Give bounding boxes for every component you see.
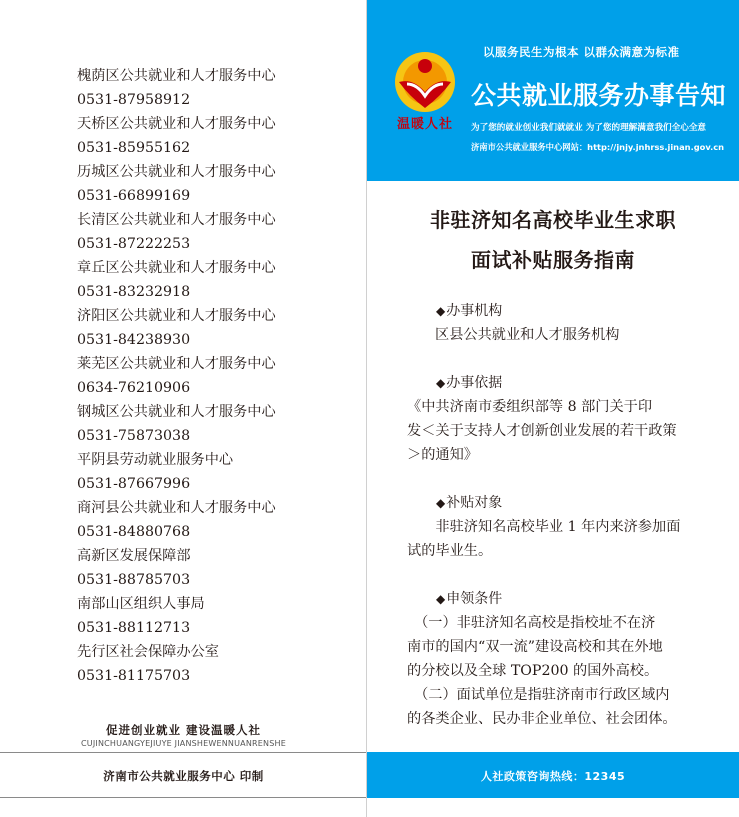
slogan: 促进创业就业 建设温暖人社 [105, 723, 261, 737]
contact-phone: 0531-87958912 [77, 92, 191, 108]
header-banner [367, 0, 739, 181]
section-heading [436, 300, 502, 320]
contact-phone: 0531-84238930 [77, 332, 191, 348]
contact-name: 钢城区公共就业和人才服务中心 [77, 404, 276, 420]
diamond-bullet-icon: ◆ [436, 592, 446, 606]
contact-item [77, 544, 357, 592]
contact-name: 章丘区公共就业和人才服务中心 [77, 260, 276, 276]
right-panel [367, 0, 739, 817]
contact-name: 南部山区组织人事局 [77, 596, 205, 612]
contact-item [77, 64, 357, 112]
header-title: 公共就业服务办事告知 [471, 81, 727, 110]
contact-phone: 0531-87667996 [77, 476, 191, 492]
section-heading [436, 588, 502, 608]
contact-phone: 0531-81175703 [77, 668, 191, 684]
diamond-bullet-icon: ◆ [436, 376, 446, 390]
section-body [407, 611, 703, 731]
contact-phone: 0634-76210906 [77, 380, 191, 396]
contact-name: 济阳区公共就业和人才服务中心 [77, 308, 276, 324]
header-motto: 以服务民生为根本 以群众满意为标准 [483, 45, 680, 59]
contact-phone: 0531-85955162 [77, 140, 191, 156]
contact-phone: 0531-83232918 [77, 284, 191, 300]
contact-name: 先行区社会保障办公室 [77, 644, 219, 660]
section-body-line: 试的毕业生。 [407, 543, 493, 559]
contact-item [77, 448, 357, 496]
contact-item [77, 640, 357, 688]
contact-name: 平阴县劳动就业服务中心 [77, 452, 234, 468]
guide-title-line2: 面试补贴服务指南 [471, 248, 635, 272]
contact-name: 商河县公共就业和人才服务中心 [77, 500, 276, 516]
section-body-line: 区县公共就业和人才服务机构 [435, 327, 620, 343]
contact-name: 莱芜区公共就业和人才服务中心 [77, 356, 276, 372]
header-subtitle: 为了您的就业创业我们就就业 为了您的理解满意我们全心全意 [471, 123, 707, 133]
contact-phone: 0531-88785703 [77, 572, 191, 588]
section-body [435, 323, 731, 347]
section-heading [436, 492, 502, 512]
section-body-line: （二）面试单位是指驻济南市行政区域内 [407, 687, 670, 703]
contact-list [77, 64, 357, 688]
section-heading-label: 办事机构 [446, 303, 503, 319]
guide-title-line1: 非驻济知名高校毕业生求职 [430, 208, 676, 232]
contact-phone: 0531-84880768 [77, 524, 191, 540]
section-heading-label: 申领条件 [446, 591, 503, 607]
hotline-text: 人社政策咨询热线：12345 [480, 770, 626, 783]
contact-name: 长清区公共就业和人才服务中心 [77, 212, 276, 228]
section-body-line: 的各类企业、民办非企业单位、社会团体。 [407, 711, 677, 727]
section-body-line: （一）非驻济知名高校是指校址不在济 [407, 615, 656, 631]
diamond-bullet-icon: ◆ [436, 496, 446, 510]
website-link[interactable]: 济南市公共就业服务中心网站：http://jnjy.jnhrss.jinan.gov.cn [471, 142, 725, 152]
contact-item [77, 496, 357, 544]
contact-item [77, 304, 357, 352]
contact-item [77, 592, 357, 640]
right-footer [367, 752, 739, 798]
section-heading [436, 372, 502, 392]
left-panel [0, 0, 367, 817]
section-body-line: 非驻济知名高校毕业 1 年内来济参加面 [407, 519, 681, 535]
printer-credit: 济南市公共就业服务中心 印制 [103, 769, 264, 783]
section-body-line: 发＜关于支持人才创新创业发展的若干政策 [407, 423, 677, 439]
contact-phone: 0531-66899169 [77, 188, 191, 204]
contact-item [77, 112, 357, 160]
contact-name: 历城区公共就业和人才服务中心 [77, 164, 276, 180]
section-body [407, 395, 703, 467]
contact-name: 槐荫区公共就业和人才服务中心 [77, 68, 276, 84]
contact-name: 天桥区公共就业和人才服务中心 [77, 116, 276, 132]
contact-name: 高新区发展保障部 [77, 548, 191, 564]
contact-phone: 0531-75873038 [77, 428, 191, 444]
section-body-line: 的分校以及全球 TOP200 的国外高校。 [407, 663, 659, 679]
section-heading-label: 办事依据 [446, 375, 503, 391]
contact-item [77, 256, 357, 304]
contact-phone: 0531-88112713 [77, 620, 191, 636]
section-heading-label: 补贴对象 [446, 495, 503, 511]
section-body [407, 515, 703, 563]
section-body-line: ＞的通知》 [407, 447, 478, 463]
logo-text: 温暖人社 [396, 117, 453, 132]
contact-item [77, 400, 357, 448]
contact-phone: 0531-87222253 [77, 236, 191, 252]
contact-item [77, 208, 357, 256]
section-body-line: 《中共济南市委组织部等 8 部门关于印 [407, 399, 653, 415]
diamond-bullet-icon: ◆ [436, 304, 446, 318]
contact-item [77, 352, 357, 400]
contact-item [77, 160, 357, 208]
left-footer [0, 752, 367, 798]
section-body-line: 南市的国内“双一流”建设高校和其在外地 [407, 639, 663, 655]
slogan-pinyin: CUJINCHUANGYEJIUYE JIANSHEWENNUANRENSHE [81, 739, 286, 748]
